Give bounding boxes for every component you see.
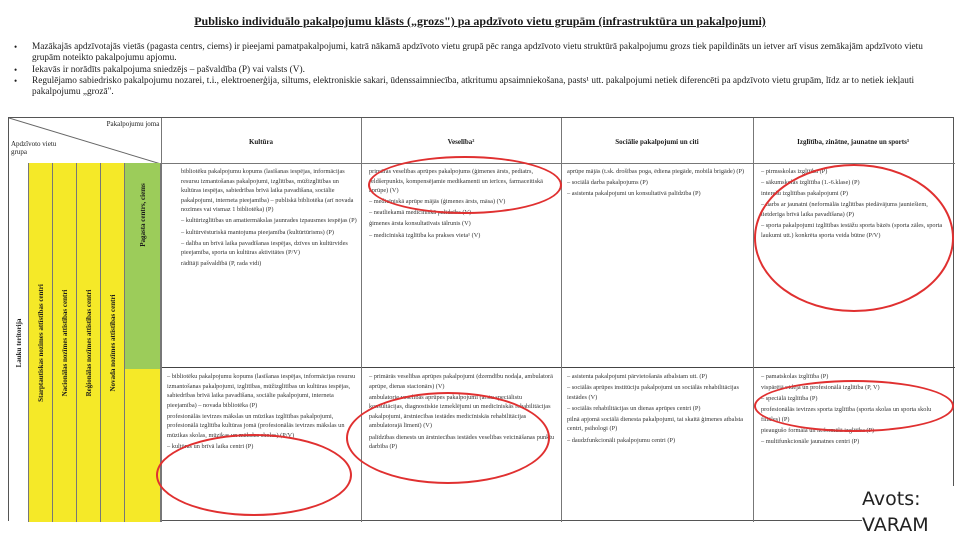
bullet-item: • Iekavās ir norādīts pakalpojuma sniedzējs – pašvaldība (P) vai valsts (V). — [10, 65, 950, 76]
cell-health-parish: primārās veselības aprūpes pakalpojums (ģimenes ārsts, pediatrs, feldšerpunkts, kompensējamie medikamenti un ierīces, farmaceitiskā aprūpe) (V) – medicīniskā aprūpe mājās (ģimenes ārsts, māsa) (V) – neatliekamā medicīniskā palīdzība (V) ģimenes ārsta konsultatīvais tālrunis (V) – medicīniskā izglītība ka prakses vieta¹ (V) — [369, 168, 543, 239]
column-divider — [561, 118, 562, 522]
bullet-item: • Regulējamo sabiedrisko pakalpojumu nozarei, t.i., elektroenerģija, siltums, elektroniskie sakari, ūdenssaimniecība, atkritumu apsaimniekošana, pasts¹ utt. pakalpojumi netiek diferencēti pa apdzīvoto vietu grupām, līdz ar to netiek iekļauti pakalpojumu „grozā". — [10, 76, 950, 99]
column-header-culture: Kultūra — [248, 137, 274, 146]
band-county: Novada nozīmes attīstības centri — [101, 163, 125, 522]
intro-bullets — [10, 42, 950, 98]
highlight-ellipse — [156, 434, 352, 516]
band-international: Starptautiskas nozīmes attīstības centri — [29, 163, 53, 522]
cell-education-county: – pamatskolas izglītība (P) vispārējā vidējā un profesionālā izglītība (P, V) – speciālā izglītība (P) profesionālās ievirzes sporta izglītība (sporta skolas un sporta skolu filiāles) (P) pieaugušo formālā un neformālā izglītība (P) – multifunkcionāle jaunatnes centri (P) — [761, 373, 932, 446]
highlight-ellipse — [346, 392, 550, 484]
band-parish: Pagasta centrs, ciems — [125, 163, 161, 369]
cell-culture-county: – bibliotēku pakalpojumu kopums (lasīšanas iespējas, informācijas resursu izmantošanas pakalpojumi, izglītības, mūžizglītības un kultūras iespējas, sabiedrības brīvā laika pavadīšana, sociālie pakalpojumi, interneta pieejamība) – novada bibliotēka (P) profesionālās ievirzes mākslas un mūzikas izglītības pakalpojumi, profesionālā izglītība kultūras jomā (profesionālās ievirzes mākslas un mūzikas skolas, mūzikas un mākslas skolas) (P/V) – kultūras un brīvā laika centri (P) — [167, 373, 356, 451]
page-title: Publisko individuālo pakalpojumu klāsts („grozs") pa apdzīvoto vietu grupām (infrastruktūra un pakalpojumi) — [194, 14, 766, 28]
column-header-health: Veselība² — [447, 137, 475, 146]
cell-education-parish: – pirmsskolas izglītība (P) – sākumskolas izglītība (1.-6.klase) (P) interešu izglītības pakalpojumi (P) – darbs ar jaunatni (neformālās izglītības piedāvājums jauniešiem, lietderīga brīvā laika pavadīšana) (P) – sporta pakalpojumi izglītības iestāžu sporta bāzēs (sporta zāles, sporta laukumi utt.) konkrēta sporta veida būtne (P/V) — [761, 168, 943, 239]
band-national: Nacionālas nozīmes attīstības centri — [53, 163, 77, 522]
band-regional: Reģionālas nozīmes attīstības centri — [77, 163, 101, 522]
row-divider — [161, 367, 955, 368]
cell-culture-parish: bibliotēku pakalpojumu kopums (lasīšanas iespējas, informācijas resursu izmantošanas pakalpojumi, izglītības, mūžizglītības un kultūras iespējas, sabiedrības brīvā laika pavadīšana, sociālie pakalpojumi, interneta pieejamība) – publiskā bibliotēka (arī novada nozīmes vai vismaz 1 bibliotēka) (P) – kultūrizglītības un amatiermākslas jaunrades izpausmes iespējas (P) – kultūrvēsturiskā mantojuma pieejamība (kultūrtūrisms) (P) – dalība un brīvā laika pavadīšanas iespējas, dzīves un kultūrvides pieejamība, sporta un kultūras aktivitātes (P/V) rādītāji pašvaldībā (P, rada vidi) — [181, 168, 357, 268]
highlight-ellipse — [754, 380, 954, 432]
source-credit: Avots: VARAM — [862, 486, 960, 538]
band-rural: Lauku teritorija — [9, 163, 29, 522]
cell-social-county: – asistenta pakalpojumi pārvietošanās atbalstam utt. (P) – sociālās aprūpes institūciju pakalpojumi un sociālās rehabilitācijas iestādes (V) – sociālās rehabilitācijas un dienas aprūpes centri (P) pilnā apjomā sociālā dienesta pakalpojumi, tai skaitā ģimenes atbalsta centri, psihologi (P) – daudzfunkcionāli pakalpojumu centri (P) — [567, 373, 744, 444]
highlight-ellipse — [754, 164, 954, 312]
corner-label-settlement: Apdzīvoto vietu grupa — [11, 140, 57, 156]
column-header-social: Sociālie pakalpojumi un citi — [615, 137, 699, 146]
column-divider — [753, 118, 754, 522]
cell-health-county: – primārās veselības aprūpes pakalpojumi (dzemdību nodaļa, ambulatorā aprūpe, dienas stacionārs) (V) ambulatorie veselības aprūpes pakalpojumi (ārstu speciālistu konsultācijas, diagnostiskie izmeklējumi un medicīniskās rehabilitācijas pakalpojumi, ārstniecības iestādes medicīniskās rehabilitācijas ambulatorajā līmenī) (V) palīdzības dienests un ārstniecības iestādes veselības veicināšanas punktu darbība (P) — [369, 373, 555, 451]
bullet-item: • Mazākajās apdzīvotajās vietās (pagasta centrs, ciems) ir pieejami pamatpakalpojumi, katrā nākamā apdzīvoto vietu grupā pēc ranga apdzīvoto vietu struktūrā pakalpojumu grozs tiek papildināts un ietver arī visus zemākajām apdzīvoto vietu grupām noteikto pakalpojumu apjomu. — [10, 42, 950, 65]
corner-label-service: Pakalpojumu joma — [106, 120, 160, 128]
cell-social-parish: aprūpe mājās (t.sk. drošības poga, ēdiena piegāde, mobilā brigāde) (P) – sociālā darba pakalpojums (P) – asistenta pakalpojumi un konsultatīvā palīdzība (P) — [567, 168, 745, 198]
highlight-ellipse — [368, 156, 562, 214]
column-header-education: Izglītība, zinātne, jaunatne un sports³ — [797, 137, 909, 146]
band-county-lower — [125, 369, 161, 522]
